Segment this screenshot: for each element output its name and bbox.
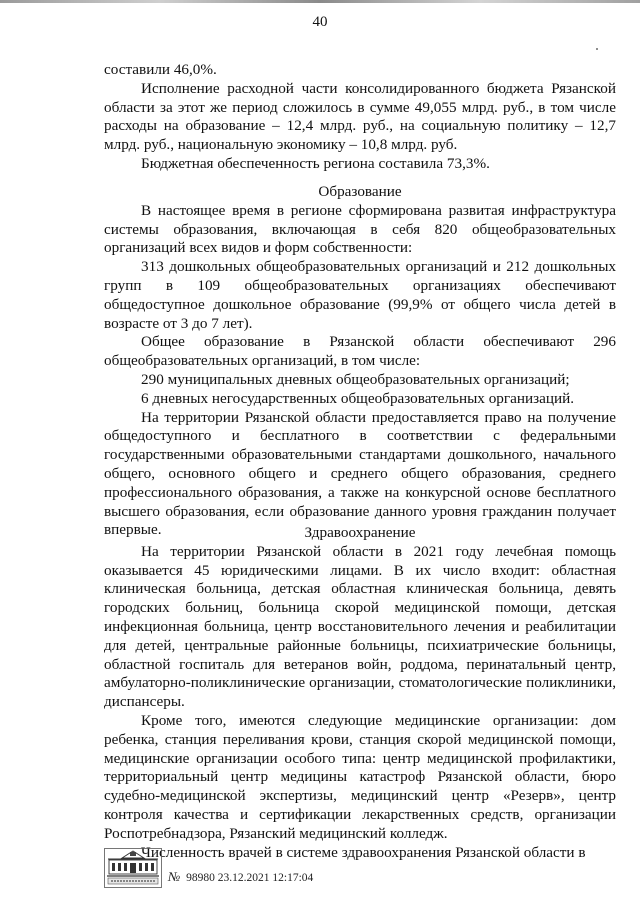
building-stamp-icon: [104, 848, 162, 888]
page-number: 40: [312, 14, 328, 30]
scan-top-edge: [0, 0, 640, 3]
heading-education: Образование: [318, 183, 402, 200]
document-number: 98980: [186, 872, 215, 884]
paragraph-healthcare-doctors: Численность врачей в системе здравоохранения Рязанской области в: [141, 843, 586, 861]
number-sign: №: [168, 869, 181, 884]
paragraph-education-preschool: 313 дошкольных общеобразовательных организаций и 212 дошкольных групп в 109 общеобразовательных организациях обеспечивают общедоступное дошкольное образование (99,9% от общего числа детей в возрасте от 3 до 7 лет).: [104, 258, 616, 332]
footer-registration-text: [168, 869, 313, 885]
footer-registration: [104, 848, 524, 892]
paragraph-education-private: 6 дневных негосударственных общеобразовательных организаций.: [141, 389, 575, 407]
paragraph-healthcare-other: Кроме того, имеются следующие медицинские организации: дом ребенка, станция переливания крови, станция скорой медицинской помощи, медицинские организации особого типа: центр медицинской профилактики, территориальный центр медицины катастроф Рязанской области, бюро судебно-медицинской экспертизы, медицинский центр «Резерв», центр контроля качества и сертификации лекарственных средств, организации Роспотребнадзора, Рязанский медицинский колледж.: [104, 711, 616, 842]
section-healthcare: [104, 524, 616, 862]
paragraph-education-infrastructure: В настоящее время в регионе сформирована развитая инфраструктура системы образования, включающая в себя 820 общеобразовательных организаций всех видов и форм собственности:: [104, 201, 616, 257]
paragraph-healthcare-facilities: На территории Рязанской области в 2021 году лечебная помощь оказывается 45 юридическими лицами. В их число входит: областная клиническая больница, детская областная клиническая больница, девять городских больниц, больница скорой медицинской помощи, детская инфекционная больница, центр восстановительного лечения и реабилитации для детей, центральные районные больницы, психиатрические больницы, областной госпиталь для ветеранов войн, роддома, перинатальный центр, амбулаторно-поликлинические организации, стоматологические поликлиники, диспансеры.: [104, 542, 616, 711]
paragraph-budget-provision: Бюджетная обеспеченность региона составила 73,3%.: [141, 154, 490, 172]
section-budget: [104, 61, 616, 174]
paragraph-education-rights: На территории Рязанской области предоставляется право на получение общедоступного и бесплатного в соответствии с федеральными государственными образовательными стандартами дошкольного, начального общего, основного общего и среднего общего образования, среднего профессионального образования, а также на конкурсной основе бесплатного высшего образования, если образование данного уровня гражданин получает впервые.: [104, 408, 616, 539]
scan-artifact-dot: [596, 48, 598, 50]
paragraph-education-municipal: 290 муниципальных дневных общеобразовательных организаций;: [141, 370, 570, 388]
document-datetime: 23.12.2021 12:17:04: [217, 872, 314, 884]
heading-healthcare: Здравоохранение: [304, 524, 416, 541]
paragraph-education-general: Общее образование в Рязанской области обеспечивают 296 общеобразовательных организаций, в том числе:: [104, 333, 616, 370]
section-education: [104, 183, 616, 540]
paragraph-budget-continuation: составили 46,0%.: [104, 61, 217, 78]
paragraph-budget-expenses: Исполнение расходной части консолидированного бюджета Рязанской области за этот же период сложилось в сумме 49,055 млрд. руб., в том числе расходы на образование – 12,4 млрд. руб., на социальную политику – 12,7 млрд. руб., национальную экономику – 10,8 млрд. руб.: [104, 79, 616, 154]
